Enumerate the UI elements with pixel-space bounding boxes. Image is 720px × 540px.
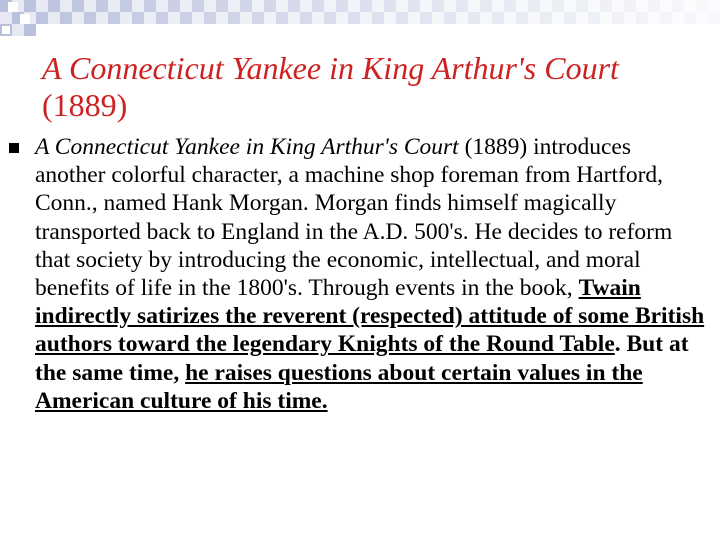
title-year: (1889) bbox=[42, 87, 128, 123]
checkered-header-band bbox=[0, 0, 720, 36]
work-year: (1889) bbox=[458, 134, 528, 160]
square-bullet-icon bbox=[9, 143, 19, 153]
satire-emphasis: Twain indirectly satirizes the reverent (respected) attitude of some British authors toward the legendary Knights of the Round Table bbox=[35, 275, 705, 358]
connector-text: . But at the same time, bbox=[35, 331, 689, 386]
values-emphasis: he raises questions about certain values in the American culture of his time. bbox=[35, 359, 643, 414]
slide-title bbox=[42, 50, 662, 124]
work-title: A Connecticut Yankee in King Arthur's Court bbox=[35, 134, 459, 160]
bullet-text bbox=[35, 133, 705, 415]
title-work-name: A Connecticut Yankee in King Arthur's Court bbox=[42, 50, 619, 86]
summary-text: introduces another colorful character, a machine shop foreman from Hartford, Conn., named Hank Morgan. Morgan finds himself magically transported back to England in the A.D. 500's. He decides to reform that society by introducing the economic, intellectual, and moral benefits of life in the 1800's. Through events in the book, bbox=[35, 134, 673, 302]
